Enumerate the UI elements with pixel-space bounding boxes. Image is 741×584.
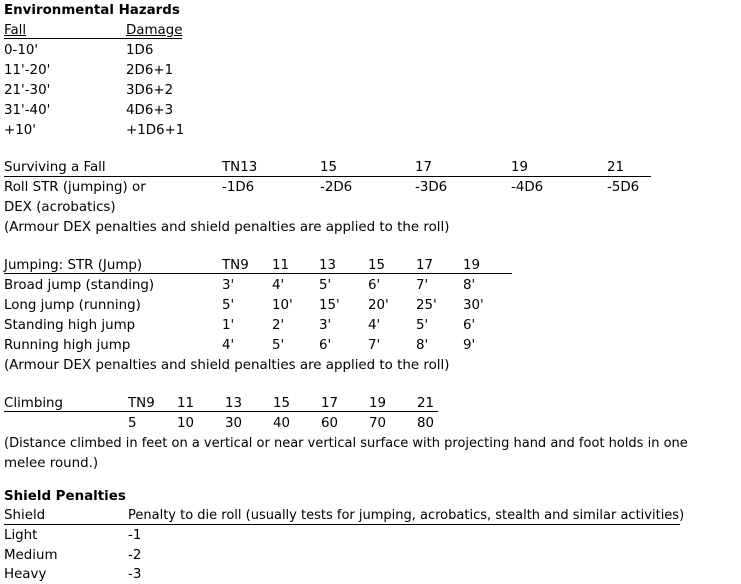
climbing-tn: 21	[417, 396, 435, 411]
hazards-header-rule	[4, 38, 182, 39]
shield-penalty: -1	[128, 528, 142, 543]
fall-header: Fall	[4, 23, 27, 38]
surviving-tn: 19	[511, 160, 529, 175]
climbing-note-line-1: (Distance climbed in feet on a vertical or near vertical surface with projecting hand and foot holds in one	[4, 436, 688, 451]
jumping-value: 6'	[368, 278, 381, 293]
fall-distance: 0-10'	[4, 43, 39, 58]
jumping-value: 10'	[272, 298, 293, 313]
jumping-value: 15'	[319, 298, 340, 313]
jumping-tn: 13	[319, 258, 337, 273]
surviving-tn: TN13	[222, 160, 258, 175]
jumping-tn: TN9	[222, 258, 249, 273]
jumping-note: (Armour DEX penalties and shield penalties are applied to the roll)	[4, 358, 450, 373]
climbing-value: 40	[273, 416, 291, 431]
jumping-value: 20'	[368, 298, 389, 313]
fall-damage: 3D6+2	[126, 83, 174, 98]
climbing-header-rule	[4, 411, 438, 412]
shield-type: Heavy	[4, 567, 47, 582]
jumping-value: 6'	[463, 318, 476, 333]
surviving-tn: 21	[607, 160, 625, 175]
shield-column-header: Shield	[4, 508, 46, 523]
jumping-value: 4'	[368, 318, 381, 333]
jumping-value: 8'	[416, 338, 429, 353]
jumping-value: 25'	[416, 298, 437, 313]
jumping-value: 30'	[463, 298, 484, 313]
climbing-tn: 19	[369, 396, 387, 411]
surviving-tn: 15	[320, 160, 338, 175]
jumping-value: 8'	[463, 278, 476, 293]
surviving-title: Surviving a Fall	[4, 160, 106, 175]
climbing-value: 5	[128, 416, 137, 431]
jumping-value: 7'	[416, 278, 429, 293]
jumping-value: 6'	[319, 338, 332, 353]
jumping-value: 2'	[272, 318, 285, 333]
jumping-value: 3'	[319, 318, 332, 333]
jumping-value: 5'	[319, 278, 332, 293]
fall-damage: 2D6+1	[126, 63, 174, 78]
penalty-column-header: Penalty to die roll (usually tests for jumping, acrobatics, stealth and similar activities)	[128, 508, 685, 523]
section-title-shield-penalties: Shield Penalties	[4, 489, 126, 504]
jumping-row-label: Long jump (running)	[4, 298, 141, 313]
jumping-value: 5'	[222, 298, 235, 313]
surviving-tn: 17	[415, 160, 433, 175]
jumping-tn: 11	[272, 258, 290, 273]
fall-distance: 11'-20'	[4, 63, 51, 78]
shield-penalty: -2	[128, 548, 142, 563]
climbing-tn: 17	[321, 396, 339, 411]
jumping-value: 7'	[368, 338, 381, 353]
jumping-value: 3'	[222, 278, 235, 293]
jumping-value: 4'	[272, 278, 285, 293]
surviving-value: -3D6	[415, 180, 448, 195]
section-title-environmental-hazards: Environmental Hazards	[4, 3, 180, 18]
jumping-value: 9'	[463, 338, 476, 353]
jumping-value: 4'	[222, 338, 235, 353]
jumping-title: Jumping: STR (Jump)	[4, 258, 143, 273]
surviving-roll-line-2: DEX (acrobatics)	[4, 200, 116, 215]
jumping-header-rule	[4, 273, 512, 274]
climbing-value: 10	[177, 416, 195, 431]
climbing-tn: 11	[177, 396, 195, 411]
climbing-tn: 13	[225, 396, 243, 411]
damage-header: Damage	[126, 23, 183, 38]
climbing-tn: TN9	[128, 396, 155, 411]
fall-distance: 21'-30'	[4, 83, 51, 98]
jumping-tn: 17	[416, 258, 434, 273]
jumping-value: 1'	[222, 318, 235, 333]
fall-damage: 1D6	[126, 43, 154, 58]
surviving-header-rule	[4, 176, 651, 177]
jumping-tn: 15	[368, 258, 386, 273]
jumping-value: 5'	[272, 338, 285, 353]
surviving-value: -1D6	[222, 180, 255, 195]
jumping-tn: 19	[463, 258, 481, 273]
surviving-value: -2D6	[320, 180, 353, 195]
climbing-title: Climbing	[4, 396, 64, 411]
jumping-row-label: Broad jump (standing)	[4, 278, 155, 293]
surviving-value: -5D6	[607, 180, 640, 195]
surviving-roll-line-1: Roll STR (jumping) or	[4, 180, 146, 195]
fall-distance: +10'	[4, 123, 36, 138]
surviving-note: (Armour DEX penalties and shield penalties are applied to the roll)	[4, 220, 450, 235]
climbing-value: 80	[417, 416, 435, 431]
jumping-row-label: Running high jump	[4, 338, 131, 353]
shield-type: Light	[4, 528, 38, 543]
climbing-value: 30	[225, 416, 243, 431]
jumping-row-label: Standing high jump	[4, 318, 136, 333]
jumping-value: 5'	[416, 318, 429, 333]
shield-penalty: -3	[128, 567, 142, 582]
shield-header-rule	[4, 524, 680, 525]
fall-damage: +1D6+1	[126, 123, 185, 138]
fall-distance: 31'-40'	[4, 103, 51, 118]
climbing-value: 70	[369, 416, 387, 431]
shield-type: Medium	[4, 548, 58, 563]
surviving-value: -4D6	[511, 180, 544, 195]
climbing-tn: 15	[273, 396, 291, 411]
climbing-value: 60	[321, 416, 339, 431]
fall-damage: 4D6+3	[126, 103, 174, 118]
climbing-note-line-2: melee round.)	[4, 456, 99, 471]
